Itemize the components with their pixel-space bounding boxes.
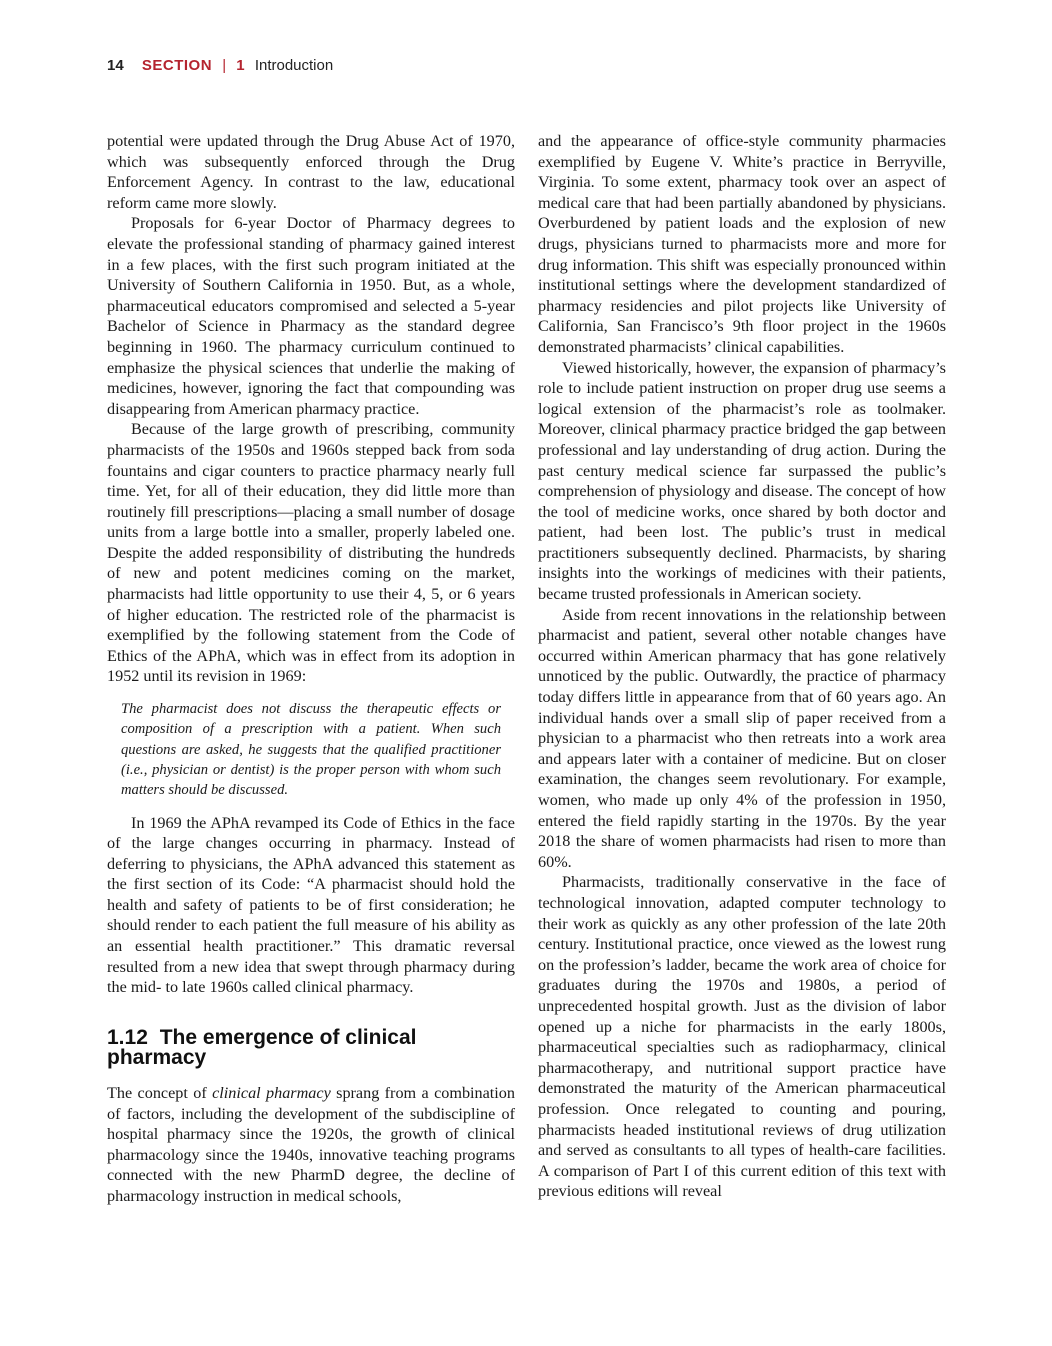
right-paragraph-4: Pharmacists, traditionally conservative in the face of technological innovation, adapted computer technology to their work as quickly as any other profession of the late 20th century. Institutional practice, once viewed as the lowest rung on the profession’s ladder, became the work area of choice for graduates during the 1970s and 1980s, a period of unprecedented hospital growth. Just as the division of labor opened up a niche for pharmacists in the early 1800s, pharmaceutical specialties such as radiopharmacy, clinical pharmacotherapy, and nutritional support practice have demonstrated the maturity of the American pharmaceutical profession. Once relegated to counting and pouring, pharmacists headed institutional reviews of drug utilization and served as consultants to all types of health-care facilities. A comparison of Part I of this current edition of this text with previous editions will reveal xyxy=(538,873,946,1201)
block-quote: The pharmacist does not discuss the therapeutic effects or composition of a prescription with a patient. When such questions are asked, he suggests that the qualified practitioner (i.e., physician or dentist) is the proper person with whom such matters should be discussed. xyxy=(121,701,501,799)
left-paragraph-5 xyxy=(107,1083,515,1207)
left-paragraph-5-rest: sprang from a combination of factors, including the development of the subdiscipline of hospital pharmacy since the 1920s, the growth of clinical pharmacology since the 1940s, innovative teaching programs connected with the new PharmD degree, the decline of pharmacology instruction in medical schools, xyxy=(107,1084,515,1206)
section-heading-number: 1.12 xyxy=(107,1025,148,1049)
left-paragraph-3: Because of the large growth of prescribing, community pharmacists of the 1950s and 1960s stepped back from soda fountains and cigar counters to practice pharmacy nearly full time. Yet, for all of their education, they did little more than routinely fill prescriptions—placing a small number of dosage units from a large bottle into a smaller, properly labeled one. Despite the added responsibility of distributing the hundreds of new and potent medicines coming on the market, pharmacists had little opportunity to use their 4, 5, or 6 years of higher education. The restricted role of the pharmacist is exemplified by the following statement from the Code of Ethics of the APhA, which was in effect from its adoption in 1952 until its revision in 1969: xyxy=(107,420,515,686)
left-paragraph-1: potential were updated through the Drug Abuse Act of 1970, which was subsequently enforced through the Drug Enforcement Agency. In contrast to the law, educational reform came more slowly. xyxy=(107,132,515,212)
left-paragraph-2: Proposals for 6-year Doctor of Pharmacy degrees to elevate the professional standing of pharmacy gained interest in a few places, with the first such program initiated at the University of Southern California in 1950. But, as a whole, pharmaceutical educators compromised and selected a 5-year Bachelor of Science in Pharmacy as the standard degree beginning in 1960. The pharmacy curriculum continued to emphasize the physical sciences that underlie the making of medicines, however, ignoring the fact that compounding was disappearing from American pharmacy practice. xyxy=(107,214,515,418)
right-paragraph-3: Aside from recent innovations in the relationship between pharmacist and patient, several other notable changes have occurred within American pharmacy that has gone relatively unnoticed by the public. Outwardly, the practice of pharmacy today differs little in appearance from that of 60 years ago. An individual hands over a small slip of paper received from a physician to a pharmacist who then retreats into a work area and appears later with a container of medicine. But on closer examination, the changes seem revolutionary. For example, women, who made up only 4% of the profession in 1950, entered the field rapidly starting in the 1970s. By the year 2018 the share of women pharmacists had risen to more than 60%. xyxy=(538,605,946,871)
left-paragraph-5-start: The concept of xyxy=(107,1084,213,1103)
clinical-pharmacy-term: clinical pharmacy xyxy=(212,1084,331,1103)
section-heading-text: The emergence of clinical pharmacy xyxy=(107,1025,417,1070)
section-number: 1 xyxy=(236,57,245,74)
right-paragraph-1: and the appearance of office-style community pharmacies exemplified by Eugene V. White’s practice in Berryville, Virginia. To some extent, pharmacy took over an aspect of medical care that had been partially abandoned by physicians. Overburdened by patient loads and the explosion of new drugs, physicians turned to pharmacists more and more for drug information. This shift was especially pronounced within institutional settings where the development standardized of pharmacy residencies and pilot projects like University of California, San Francisco’s 9th floor project in the 1960s demonstrated pharmacists’ clinical capabilities. xyxy=(538,132,946,356)
header-separator: | xyxy=(222,57,227,74)
section-title: Introduction xyxy=(254,57,334,74)
running-header xyxy=(107,57,333,74)
page-number: 14 xyxy=(107,57,124,74)
section-heading xyxy=(107,1025,515,1070)
left-column xyxy=(107,131,515,1207)
right-column xyxy=(538,131,946,1202)
section-label: SECTION xyxy=(141,57,213,74)
right-paragraph-2: Viewed historically, however, the expansion of pharmacy’s role to include patient instruction on proper drug use seems a logical extension of the pharmacist’s role as toolmaker. Moreover, clinical pharmacy practice bridged the gap between professional and lay understanding of drug action. During the past century medical science far surpassed the public’s comprehension of physiology and disease. The concept of how the tool of medicine works, once shared by both doctor and patient, had been lost. The public’s trust in medical practitioners subsequently declined. Pharmacists, by sharing insights into the workings of medicines with their patients, became trusted professionals in American society. xyxy=(538,358,946,604)
left-paragraph-4: In 1969 the APhA revamped its Code of Ethics in the face of the large changes occurring in pharmacy. Instead of deferring to physicians, the APhA advanced this statement as the first section of its Code: “A pharmacist should hold the health and safety of patients to be of first consideration; he should render to each patient the full measure of his ability as an essential health practitioner.” This dramatic reversal resulted from a new idea that swept through pharmacy during the mid- to late 1960s called clinical pharmacy. xyxy=(107,813,515,997)
